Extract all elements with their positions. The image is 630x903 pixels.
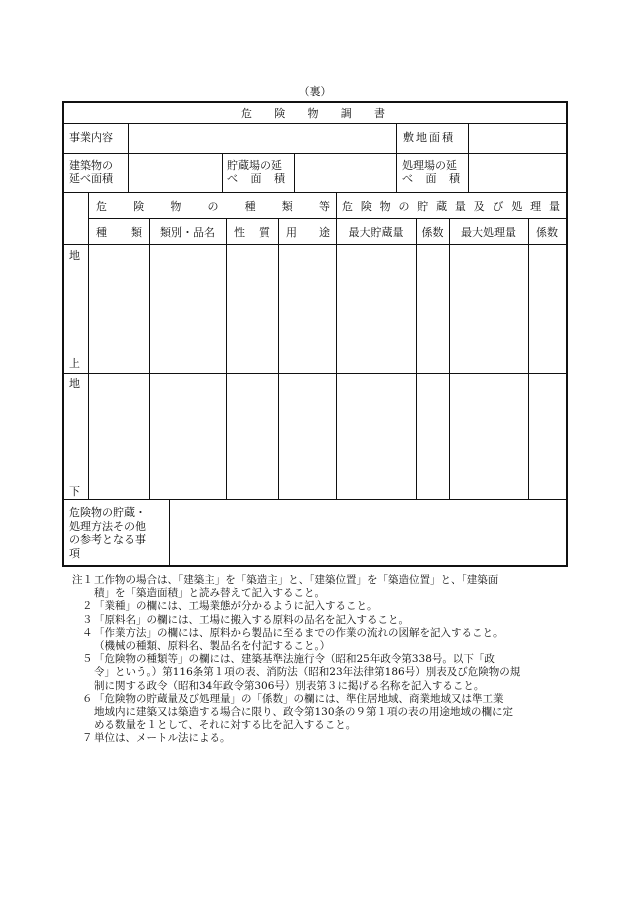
note-item: ３ 「原料名」の欄には、工場に搬入する原料の品名を記入すること。 <box>82 613 409 626</box>
col-header-property: 性 質 <box>234 226 270 239</box>
note-number: ５ <box>82 653 93 666</box>
note-item: 注１ 工作物の場合は、「建築主」を「築造主」と、「建築位置」を「築造位置」と、「建築面 積」を「築造面積」と読み替えて記入すること。 <box>72 574 499 600</box>
page-side-label: （裏） <box>298 85 332 98</box>
note-item: ７ 単位は、メートル法による。 <box>82 732 231 745</box>
note-number: ７ <box>82 732 93 745</box>
form-title: 危 険 物 調 書 <box>241 107 385 120</box>
above-ground-label-bottom: 上 <box>69 357 80 370</box>
processing-floor-area-label: 処理場の延 べ 面 積 <box>402 159 460 185</box>
storage-floor-area-value-field[interactable] <box>295 154 395 191</box>
col-header-coefficient-1: 係数 <box>421 226 444 239</box>
hazmat-quantity-header: 危 険 物 の 貯 蔵 量 及 び 処 理 量 <box>342 200 560 213</box>
site-area-label: 敷地面積 <box>403 131 455 144</box>
col-header-max-storage: 最大貯蔵量 <box>348 226 404 239</box>
business-value-field[interactable] <box>129 124 395 152</box>
note-item: ６ 「危険物の貯蔵量及び処理量」の「係数」の欄には、準住居地域、商業地域又は準工業 地域内に建築又は築造する場合に限り、政令第130条の９第１項の表の用途地域の欄に定 める数量を１として、それに対する比を記入すること。 <box>82 692 514 732</box>
above-ground-entry-area[interactable] <box>89 245 565 372</box>
col-header-max-processing: 最大処理量 <box>461 226 516 239</box>
col-header-coefficient-2: 係数 <box>536 226 558 239</box>
hazmat-type-header: 危 険 物 の 種 類 等 <box>96 200 330 213</box>
note-number: 注１ <box>72 574 93 586</box>
note-number: ２ <box>82 600 93 613</box>
site-area-value-field[interactable] <box>469 124 565 152</box>
note-number: ４ <box>82 626 93 639</box>
building-floor-area-value-field[interactable] <box>129 154 221 191</box>
col-header-category: 類別・品名 <box>160 226 215 239</box>
note-item: ５ 「危険物の種類等」の欄には、建築基準法施行令（昭和25年政令第338号。以下「政 令」という。）第116条第１項の表、消防法（昭和23年法律第186号）別表及び危険物の規 制に関する政令（昭和34年政令第306号）別表第３に掲げる名称を記入すること。 <box>82 653 521 692</box>
above-ground-label-top: 地 <box>69 249 80 262</box>
business-label: 事業内容 <box>69 131 113 144</box>
col-header-use: 用 途 <box>286 226 330 239</box>
below-ground-entry-area[interactable] <box>89 374 565 498</box>
remarks-entry-area[interactable] <box>170 500 565 566</box>
note-item: ４ 「作業方法」の欄には、原料から製品に至るまでの作業の流れの図解を記入すること。 （機械の種類、原料名、製品名を付記すること。） <box>82 626 504 653</box>
col-header-kind: 種 類 <box>96 226 142 239</box>
below-ground-label-bottom: 下 <box>69 485 80 498</box>
remarks-label: 危険物の貯蔵・ 処理方法その他 の参考となる事 項 <box>69 506 146 560</box>
note-number: ３ <box>82 613 93 626</box>
processing-floor-area-value-field[interactable] <box>469 154 565 191</box>
note-number: ６ <box>82 692 93 705</box>
hazardous-materials-form <box>62 101 568 567</box>
below-ground-label-top: 地 <box>69 377 80 390</box>
building-floor-area-label: 建築物の 延べ面積 <box>69 159 113 185</box>
storage-floor-area-label: 貯蔵場の延 べ 面 積 <box>227 159 285 185</box>
notes-section <box>72 574 572 746</box>
note-item: ２ 「業種」の欄には、工場業態が分かるように記入すること。 <box>82 600 378 613</box>
